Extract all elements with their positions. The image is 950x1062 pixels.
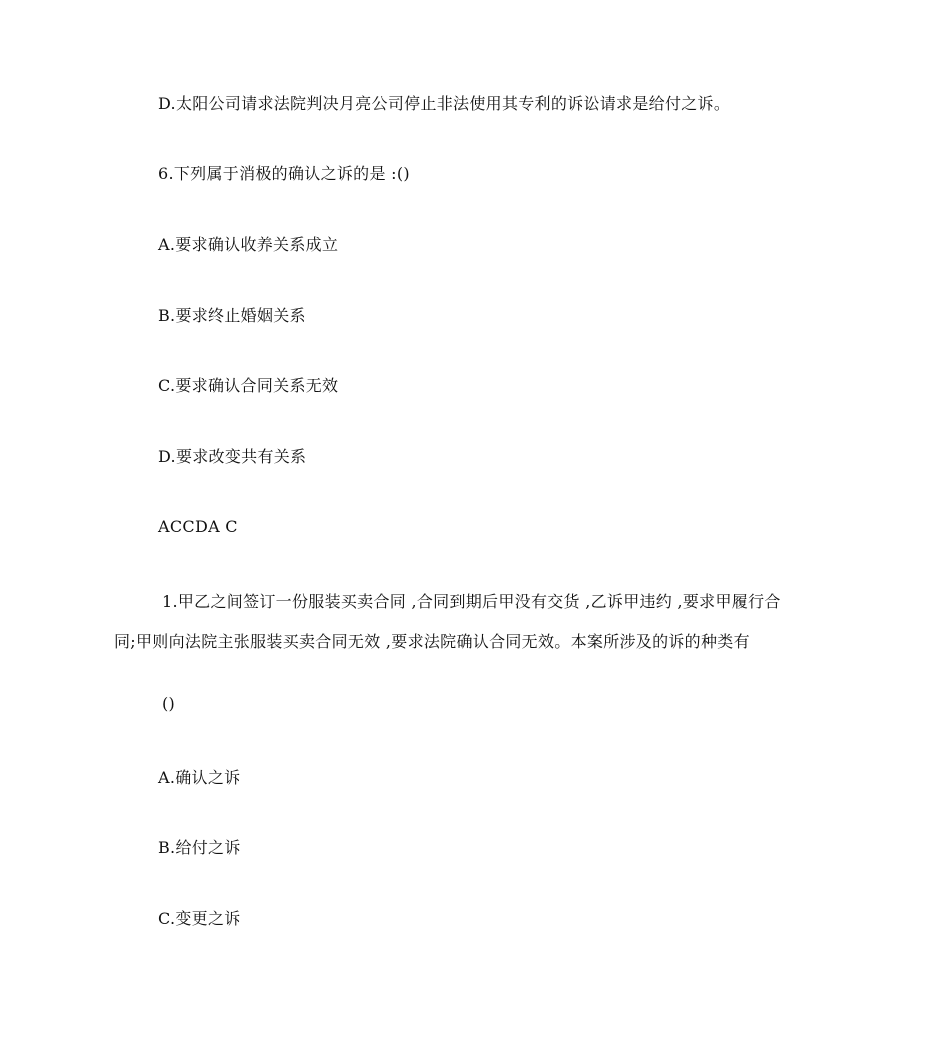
question-1-option-c: C.变更之诉 bbox=[158, 909, 241, 928]
question-1-stem-line-3: () bbox=[162, 694, 176, 713]
question-6-option-d: D.要求改变共有关系 bbox=[158, 447, 307, 466]
question-6-option-a: A.要求确认收养关系成立 bbox=[158, 235, 339, 254]
question-6-stem: 6.下列属于消极的确认之诉的是 :() bbox=[158, 164, 410, 183]
question-1-stem-line-2: 同;甲则向法院主张服装买卖合同无效 ,要求法院确认合同无效。本案所涉及的诉的种类有 bbox=[114, 632, 750, 651]
question-6-option-c: C.要求确认合同关系无效 bbox=[158, 376, 339, 395]
answer-key: ACCDA C bbox=[158, 517, 238, 536]
question-1-option-b: B.给付之诉 bbox=[158, 838, 241, 857]
question-1-option-a: A.确认之诉 bbox=[158, 768, 241, 787]
question-1-stem-line-1: 1.甲乙之间签订一份服装买卖合同 ,合同到期后甲没有交货 ,乙诉甲违约 ,要求甲履行合 bbox=[162, 592, 781, 611]
question-5-option-d: D.太阳公司请求法院判决月亮公司停止非法使用其专利的诉讼请求是给付之诉。 bbox=[158, 94, 731, 113]
question-6-option-b: B.要求终止婚姻关系 bbox=[158, 306, 306, 325]
